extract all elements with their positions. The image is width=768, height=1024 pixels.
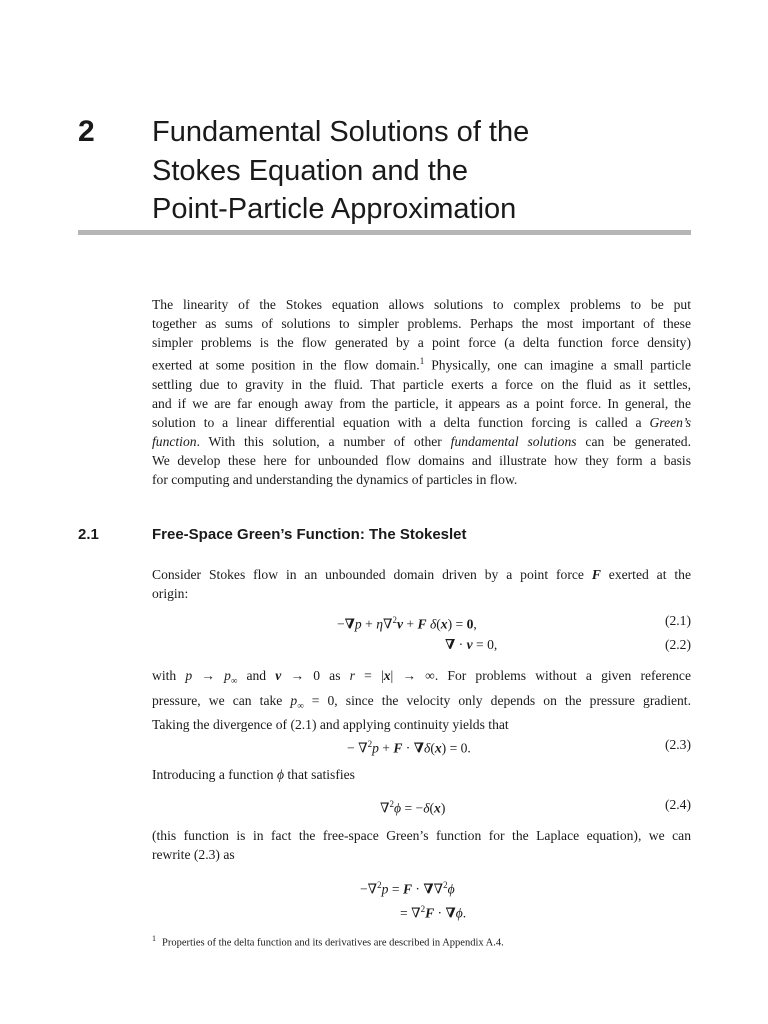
intro-paragraph (152, 295, 691, 489)
para-text: exerted at the (600, 567, 691, 582)
footnote-text: Properties of the delta function and its derivatives are described in Appendix A.4. (162, 937, 504, 949)
para-text: with (152, 668, 186, 683)
chapter-title-line-1: Fundamental Solutions of the (152, 116, 530, 148)
intro-line: simpler problems is the flow generated by a point force (a delta function force density) (152, 335, 691, 350)
chapter-title-line-3: Point-Particle Approximation (152, 193, 517, 225)
intro-line: settling due to gravity in the fluid. That particle exerts a force on the fluid as it settles, (152, 376, 691, 392)
paragraph-introducing-phi: Introducing a function ϕ that satisfies (152, 767, 355, 782)
intro-line: for computing and understanding the dynamics of particles in flow. (152, 471, 518, 487)
para-line: pressure, we can take $p_\infty = 0$, since the velocity only depends on the pressure gradient. (152, 692, 691, 711)
equation-rewrite-line-1: −∇$^2$p = F · ∇∇$^2$ϕ (360, 880, 455, 897)
footnote (152, 932, 504, 951)
para-line: rewrite (2.3) as (152, 847, 235, 862)
intro-text: . With this solution, a number of other (196, 433, 451, 449)
para-text: as (320, 668, 350, 683)
intro-line: and if we are far enough away from the particle, it appears as a point force. In general, the (152, 395, 691, 411)
para-line: with $p \to p_\infty$ and v → 0 as r = |x| → ∞. For problems without a given reference (152, 668, 691, 686)
para-text: . For problems without a given reference (434, 668, 691, 683)
paragraph-boundary-conditions (152, 666, 691, 734)
paragraph-point-force (152, 565, 691, 603)
para-text: and (237, 668, 276, 683)
para-text: , since the velocity only depends on the pressure gradient. (334, 692, 691, 708)
section-title: Free-Space Green’s Function: The Stokeslet (152, 526, 467, 543)
chapter-title-line-2: Stokes Equation and the (152, 154, 469, 187)
intro-line: The linearity of the Stokes equation allows solutions to complex problems to be put (152, 297, 691, 312)
intro-text: Physically, one can imagine a small particle (424, 357, 691, 373)
equation-rewrite-line-2: = ∇$^2$F · ∇ϕ. (400, 904, 467, 921)
para-text: Consider Stokes flow in an unbounded domain driven by a point force (152, 567, 592, 582)
intro-term: fundamental solutions (450, 433, 577, 449)
symbol-F: F (591, 567, 601, 582)
equation-number: (2.1) (664, 613, 691, 628)
equation-2-3: − ∇$^2$p + F · ∇δ(x) = 0. (347, 739, 471, 756)
intro-line (152, 432, 691, 451)
intro-line: together as sums of solutions to simpler problems. Perhaps the most important of these (152, 316, 691, 331)
para-line: Taking the divergence of (2.1) and applying continuity yields that (152, 717, 509, 733)
equation-number: (2.2) (664, 637, 691, 652)
equation-2-1: −∇p + η∇$^2$v + F δ(x) = 0, (337, 615, 477, 632)
equation-2-4: ∇$^2$ϕ = −δ(x) (380, 799, 446, 816)
paragraph-laplace (152, 826, 691, 864)
intro-text: can be generated. (576, 433, 691, 449)
para-text: that satisfies (284, 767, 355, 782)
equation-2-2: ∇ · v = 0, (445, 637, 498, 652)
chapter-title-rule (78, 230, 691, 235)
para-text: pressure, we can take (152, 692, 291, 708)
intro-term: function (152, 433, 197, 449)
section-number: 2.1 (78, 526, 99, 543)
intro-line (152, 352, 691, 375)
intro-line (152, 413, 691, 432)
para-line (152, 565, 691, 584)
intro-line: We develop these here for unbounded flow domains and illustrate how they form a basis (152, 452, 691, 468)
footnote-marker[interactable]: 1 (419, 356, 425, 366)
equation-number: (2.4) (664, 797, 691, 812)
para-line: (this function is in fact the free-space Green’s function for the Laplace equation), we can (152, 828, 691, 843)
para-line: origin: (152, 586, 189, 601)
para-text: Introducing a function (152, 767, 277, 782)
intro-text: exerted at some position in the flow domain. (152, 357, 420, 373)
equation-number: (2.3) (664, 737, 691, 752)
chapter-number: 2 (78, 115, 95, 148)
intro-term: Green’s (649, 414, 691, 430)
intro-text: solution to a linear differential equation with a delta function forcing is called a (152, 414, 650, 430)
chapter-title (152, 113, 712, 229)
footnote-mark: 1 (152, 934, 156, 943)
